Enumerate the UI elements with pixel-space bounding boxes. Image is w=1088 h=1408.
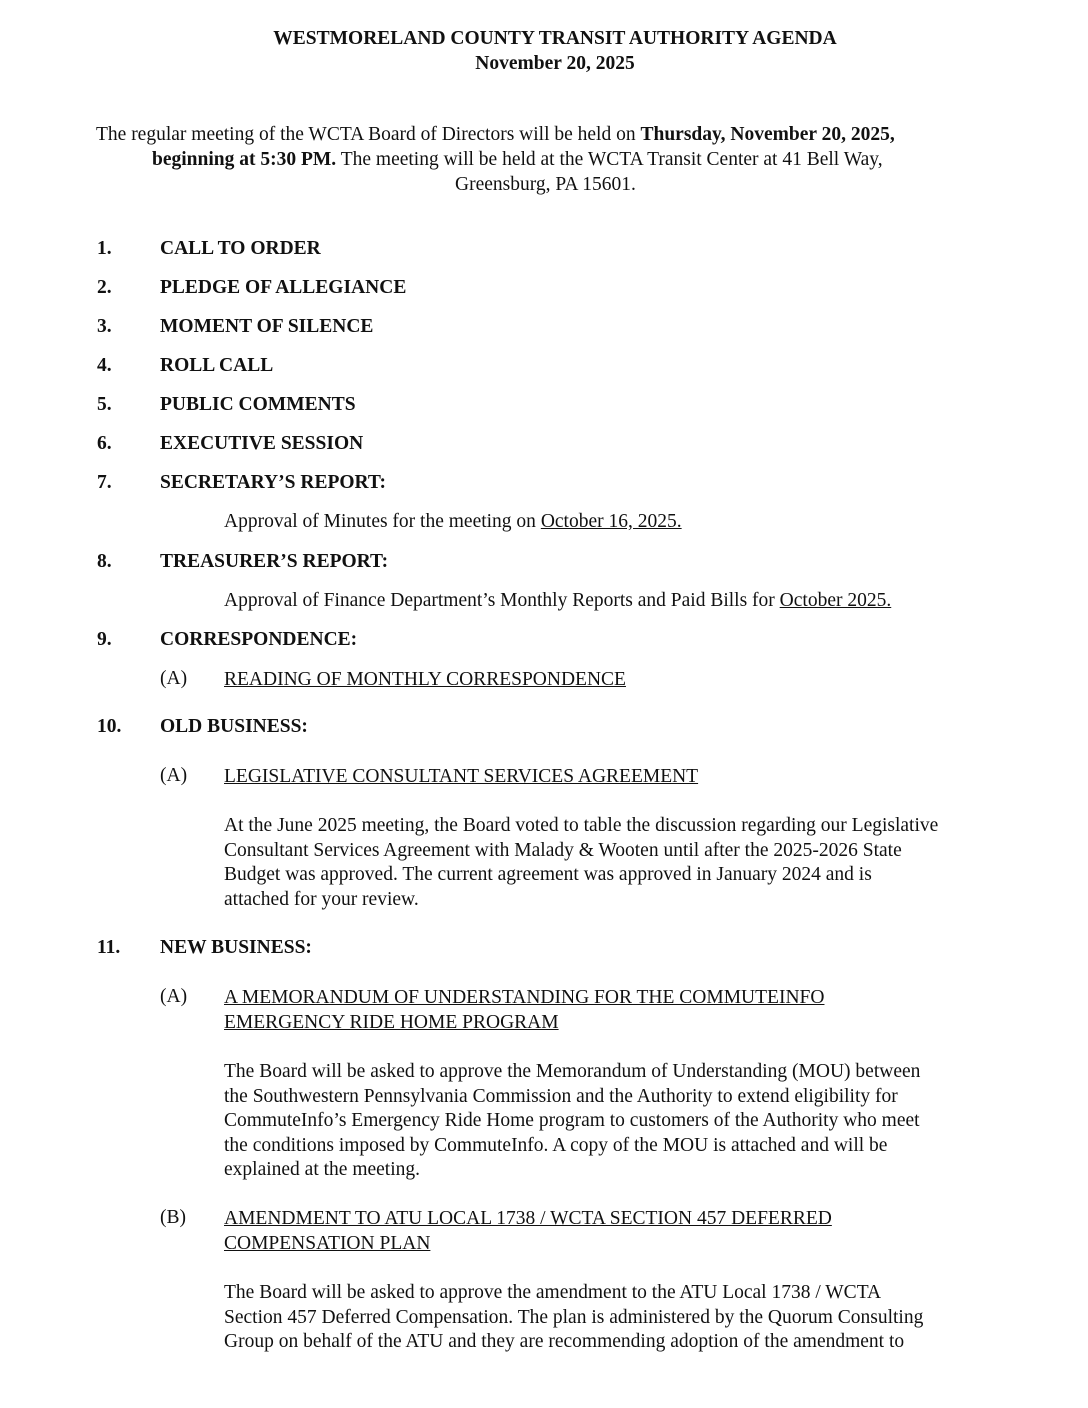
mou-heading[interactable] [224, 986, 824, 1035]
intro-line-3 [455, 174, 636, 196]
item-number: 10. [97, 716, 122, 737]
paragraph-line: Group on behalf of the ATU and they are recommending adoption of the amendment to [224, 1331, 905, 1352]
item-number: 9. [97, 629, 112, 650]
paragraph-line: CommuteInfo’s Emergency Ride Home program to customers of the Authority who meet [224, 1110, 920, 1131]
paragraph-line: the conditions imposed by CommuteInfo. A copy of the MOU is attached and will be [224, 1134, 888, 1156]
atu-amendment-heading[interactable] [224, 1207, 832, 1256]
item-number: 2. [97, 277, 112, 298]
detail-text: Approval of Minutes for the meeting on [224, 511, 541, 532]
item-moment-of-silence: MOMENT OF SILENCE [160, 316, 374, 337]
item-old-business: OLD BUSINESS: [160, 716, 308, 737]
item-secretary-report: SECRETARY’S REPORT: [160, 472, 386, 493]
item-treasurer-report: TREASURER’S REPORT: [160, 551, 389, 572]
sub-letter: (A) [160, 986, 188, 1007]
item-executive-session: EXECUTIVE SESSION [160, 433, 364, 454]
minutes-date-link[interactable]: October 16, 2025. [540, 511, 682, 532]
heading-line: A MEMORANDUM OF UNDERSTANDING FOR THE COMMUTEINFO [224, 987, 825, 1008]
paragraph-line: Consultant Services Agreement with Malady & Wooten until after the 2025-2026 State [224, 839, 902, 861]
sub-letter: (B) [160, 1207, 186, 1228]
item-number: 4. [97, 355, 112, 376]
sub-letter: (A) [160, 765, 188, 786]
paragraph-line: attached for your review. [224, 888, 419, 910]
meeting-date: Thursday, November 20, 2025, [640, 124, 895, 145]
item-number: 8. [97, 551, 112, 572]
paragraph-line: explained at the meeting. [224, 1159, 421, 1180]
item-roll-call: ROLL CALL [160, 355, 274, 376]
item-number: 1. [97, 238, 112, 259]
intro-line-1 [96, 124, 895, 146]
paragraph-line: At the June 2025 meeting, the Board voted to table the discussion regarding our Legislative [224, 815, 939, 836]
sub-letter: (A) [160, 668, 188, 689]
mou-paragraph [224, 1060, 920, 1183]
paragraph-line: The Board will be asked to approve the Memorandum of Understanding (MOU) between [224, 1061, 921, 1082]
item-correspondence: CORRESPONDENCE: [160, 629, 358, 650]
paragraph-line: Section 457 Deferred Compensation. The plan is administered by the Quorum Consulting [224, 1306, 924, 1328]
intro-text: The meeting will be held at the WCTA Transit Center at 41 Bell Way, [336, 149, 883, 170]
item-number: 7. [97, 472, 112, 493]
intro-line-2 [152, 149, 883, 171]
correspondence-subitem[interactable]: READING OF MONTHLY CORRESPONDENCE [224, 669, 626, 690]
secretary-detail [224, 510, 682, 535]
bills-date-link[interactable]: October 2025. [779, 590, 892, 611]
heading-line: AMENDMENT TO ATU LOCAL 1738 / WCTA SECTION 457 DEFERRED [224, 1208, 832, 1229]
detail-text: Approval of Finance Department’s Monthly Reports and Paid Bills for [224, 590, 780, 611]
item-number: 11. [97, 937, 121, 958]
heading-line: COMPENSATION PLAN [224, 1232, 431, 1254]
item-number: 6. [97, 433, 112, 454]
intro-text: The regular meeting of the WCTA Board of Directors will be held on [96, 124, 641, 145]
paragraph-line: the Southwestern Pennsylvania Commission and the Authority to extend eligibility for [224, 1085, 898, 1107]
paragraph-line: The Board will be asked to approve the amendment to the ATU Local 1738 / WCTA [224, 1282, 882, 1303]
item-public-comments: PUBLIC COMMENTS [160, 394, 356, 415]
document-title: WESTMORELAND COUNTY TRANSIT AUTHORITY AGENDA [273, 28, 837, 49]
atu-amendment-paragraph [224, 1281, 923, 1355]
paragraph-line: Budget was approved. The current agreement was approved in January 2024 and is [224, 864, 872, 885]
old-business-paragraph [224, 814, 938, 912]
legislative-agreement-heading[interactable]: LEGISLATIVE CONSULTANT SERVICES AGREEMENT [224, 766, 699, 787]
heading-line: EMERGENCY RIDE HOME PROGRAM [224, 1011, 559, 1033]
meeting-address: Greensburg, PA 15601. [455, 174, 636, 195]
document-date: November 20, 2025 [475, 53, 635, 74]
treasurer-detail [224, 589, 891, 614]
item-call-to-order: CALL TO ORDER [160, 238, 321, 259]
meeting-time: beginning at 5:30 PM. [152, 149, 337, 170]
item-pledge: PLEDGE OF ALLEGIANCE [160, 277, 407, 298]
item-new-business: NEW BUSINESS: [160, 937, 312, 958]
item-number: 5. [97, 394, 112, 415]
item-number: 3. [97, 316, 112, 337]
